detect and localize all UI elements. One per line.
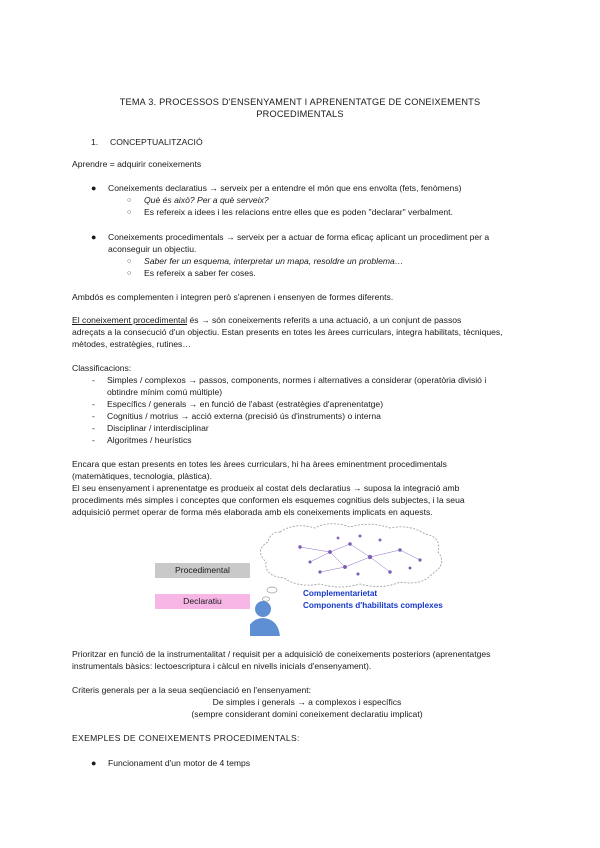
class-item-1a: Simples / complexos → passos, components, normes i alternatives a considerar (operatòria divisió i (107, 375, 487, 385)
class-item-2: Específics / generals → en funció de l'abast (estratègies d'aprenentatge) (107, 399, 384, 409)
class-item-1b: obtindre mínim comú múltiple) (107, 387, 223, 397)
bubble-dot (267, 587, 277, 593)
prioritzar-line-1: Prioritzar en funció de la instrumentalitat / requisit per a adquisició de coneixements posteriors (aprenentatges (72, 649, 491, 659)
circle-bullet-icon: ○ (127, 197, 132, 204)
components-label: Components d'habilitats complexes (303, 601, 443, 610)
exemple-item-1: Funcionament d'un motor de 4 temps (108, 758, 251, 768)
class-item-5: Algoritmes / heurístics (107, 435, 192, 445)
dash-icon: - (92, 375, 95, 385)
document-title (60, 96, 540, 120)
definition-underlined: El coneixement procedimental (72, 315, 188, 325)
person-icon (250, 601, 280, 636)
dash-icon: - (92, 435, 95, 445)
definition-line-3: mètodes, estratègies, rutines… (72, 339, 191, 349)
definition-rest: és → són coneixements referits a una actuació, a un conjunt de passos (187, 315, 462, 325)
para2-line-3: El seu ensenyament i aprenentatge es produeix al costat dels declaratius → suposa la integració amb (72, 483, 460, 493)
declaratius-main: Coneixements declaratius → serveix per a entendre el món que ens envolta (fets, fenòmens) (108, 183, 462, 193)
criteris-heading: Criteris generals per a la seua seqüenciació en l'ensenyament: (72, 685, 312, 695)
prioritzar-line-2: instrumentals bàsics: lectoescriptura i càlcul en nivells inicials d'ensenyament). (72, 661, 372, 671)
procedimentals-main-1: Coneixements procedimentals → serveix per a actuar de forma eficaç aplicant un procediment per a (108, 232, 490, 242)
circle-bullet-icon: ○ (127, 258, 132, 265)
declaratius-sub2: Es refereix a idees i les relacions entre elles que es poden "declarar" verbalment. (144, 207, 453, 217)
cloud-shape (260, 524, 441, 587)
section-heading: CONCEPTUALITZACIÓ (110, 137, 203, 147)
definition-line-1 (72, 314, 461, 326)
criteris-line-1: De simples i generals → a complexos i específics (212, 697, 402, 707)
both-text: Ambdós es complementen i integren però s'aprenen i ensenyen de formes diferents. (72, 292, 394, 302)
declaratius-sub1: Què és això? Per a què serveix? (144, 195, 269, 205)
exemples-heading: EXEMPLES DE CONEIXEMENTS PROCEDIMENTALS: (72, 733, 300, 743)
class-item-3: Cognitius / motrius → acció externa (precisió ús d'instruments) o interna (107, 411, 381, 421)
criteris-line-2: (sempre considerant domini coneixement declaratiu implicat) (191, 709, 423, 719)
declaratiu-box: Declaratiu (155, 594, 250, 609)
circle-bullet-icon: ○ (127, 270, 132, 277)
dash-icon: - (92, 411, 95, 421)
bullet-icon: ● (91, 183, 97, 193)
section-number: 1. (91, 137, 99, 147)
procedimentals-sub2: Es refereix a saber fer coses. (144, 268, 256, 278)
bullet-icon: ● (91, 232, 97, 242)
bubble-dot (263, 597, 270, 601)
para2-line-2: (matemàtiques, tecnologia, plàstica). (72, 471, 212, 481)
bullet-icon: ● (91, 758, 97, 768)
dash-icon: - (92, 399, 95, 409)
procedimentals-sub1: Saber fer un esquema, interpretar un mapa, resoldre un problema… (144, 256, 404, 266)
title-line-2: PROCEDIMENTALS (256, 109, 344, 119)
thought-bubble-diagram (250, 522, 460, 640)
definition-line-2: adreçats a la consecució d'un objectiu. Estan presents en totes les àrees curriculars, integra habilitats, tècniques, (72, 327, 503, 337)
circle-bullet-icon: ○ (127, 209, 132, 216)
dash-icon: - (92, 423, 95, 433)
para2-line-4: procediments més simples i conceptes que conformen els esquemes cognitius dels subjectes, i la seua (72, 495, 465, 505)
para2-line-1: Encara que estan presents en totes les àrees curriculars, hi ha àrees eminentment procedimentals (72, 459, 447, 469)
procedimental-box: Procedimental (155, 563, 250, 578)
procedimentals-main-2: aconseguir un objectiu. (108, 244, 197, 254)
para2-line-5: adquisició permet operar de forma més elaborada amb els coneixements implicats en aquests. (72, 507, 433, 517)
class-item-4: Disciplinar / interdisciplinar (107, 423, 209, 433)
title-line-1: TEMA 3. PROCESSOS D'ENSENYAMENT I APRENENTATGE DE CONEIXEMENTS (119, 97, 481, 107)
intro-text: Aprendre = adquirir coneixements (72, 159, 202, 169)
classificacions-heading: Classificacions: (72, 363, 132, 373)
complementarietat-label: Complementarietat (303, 589, 378, 598)
